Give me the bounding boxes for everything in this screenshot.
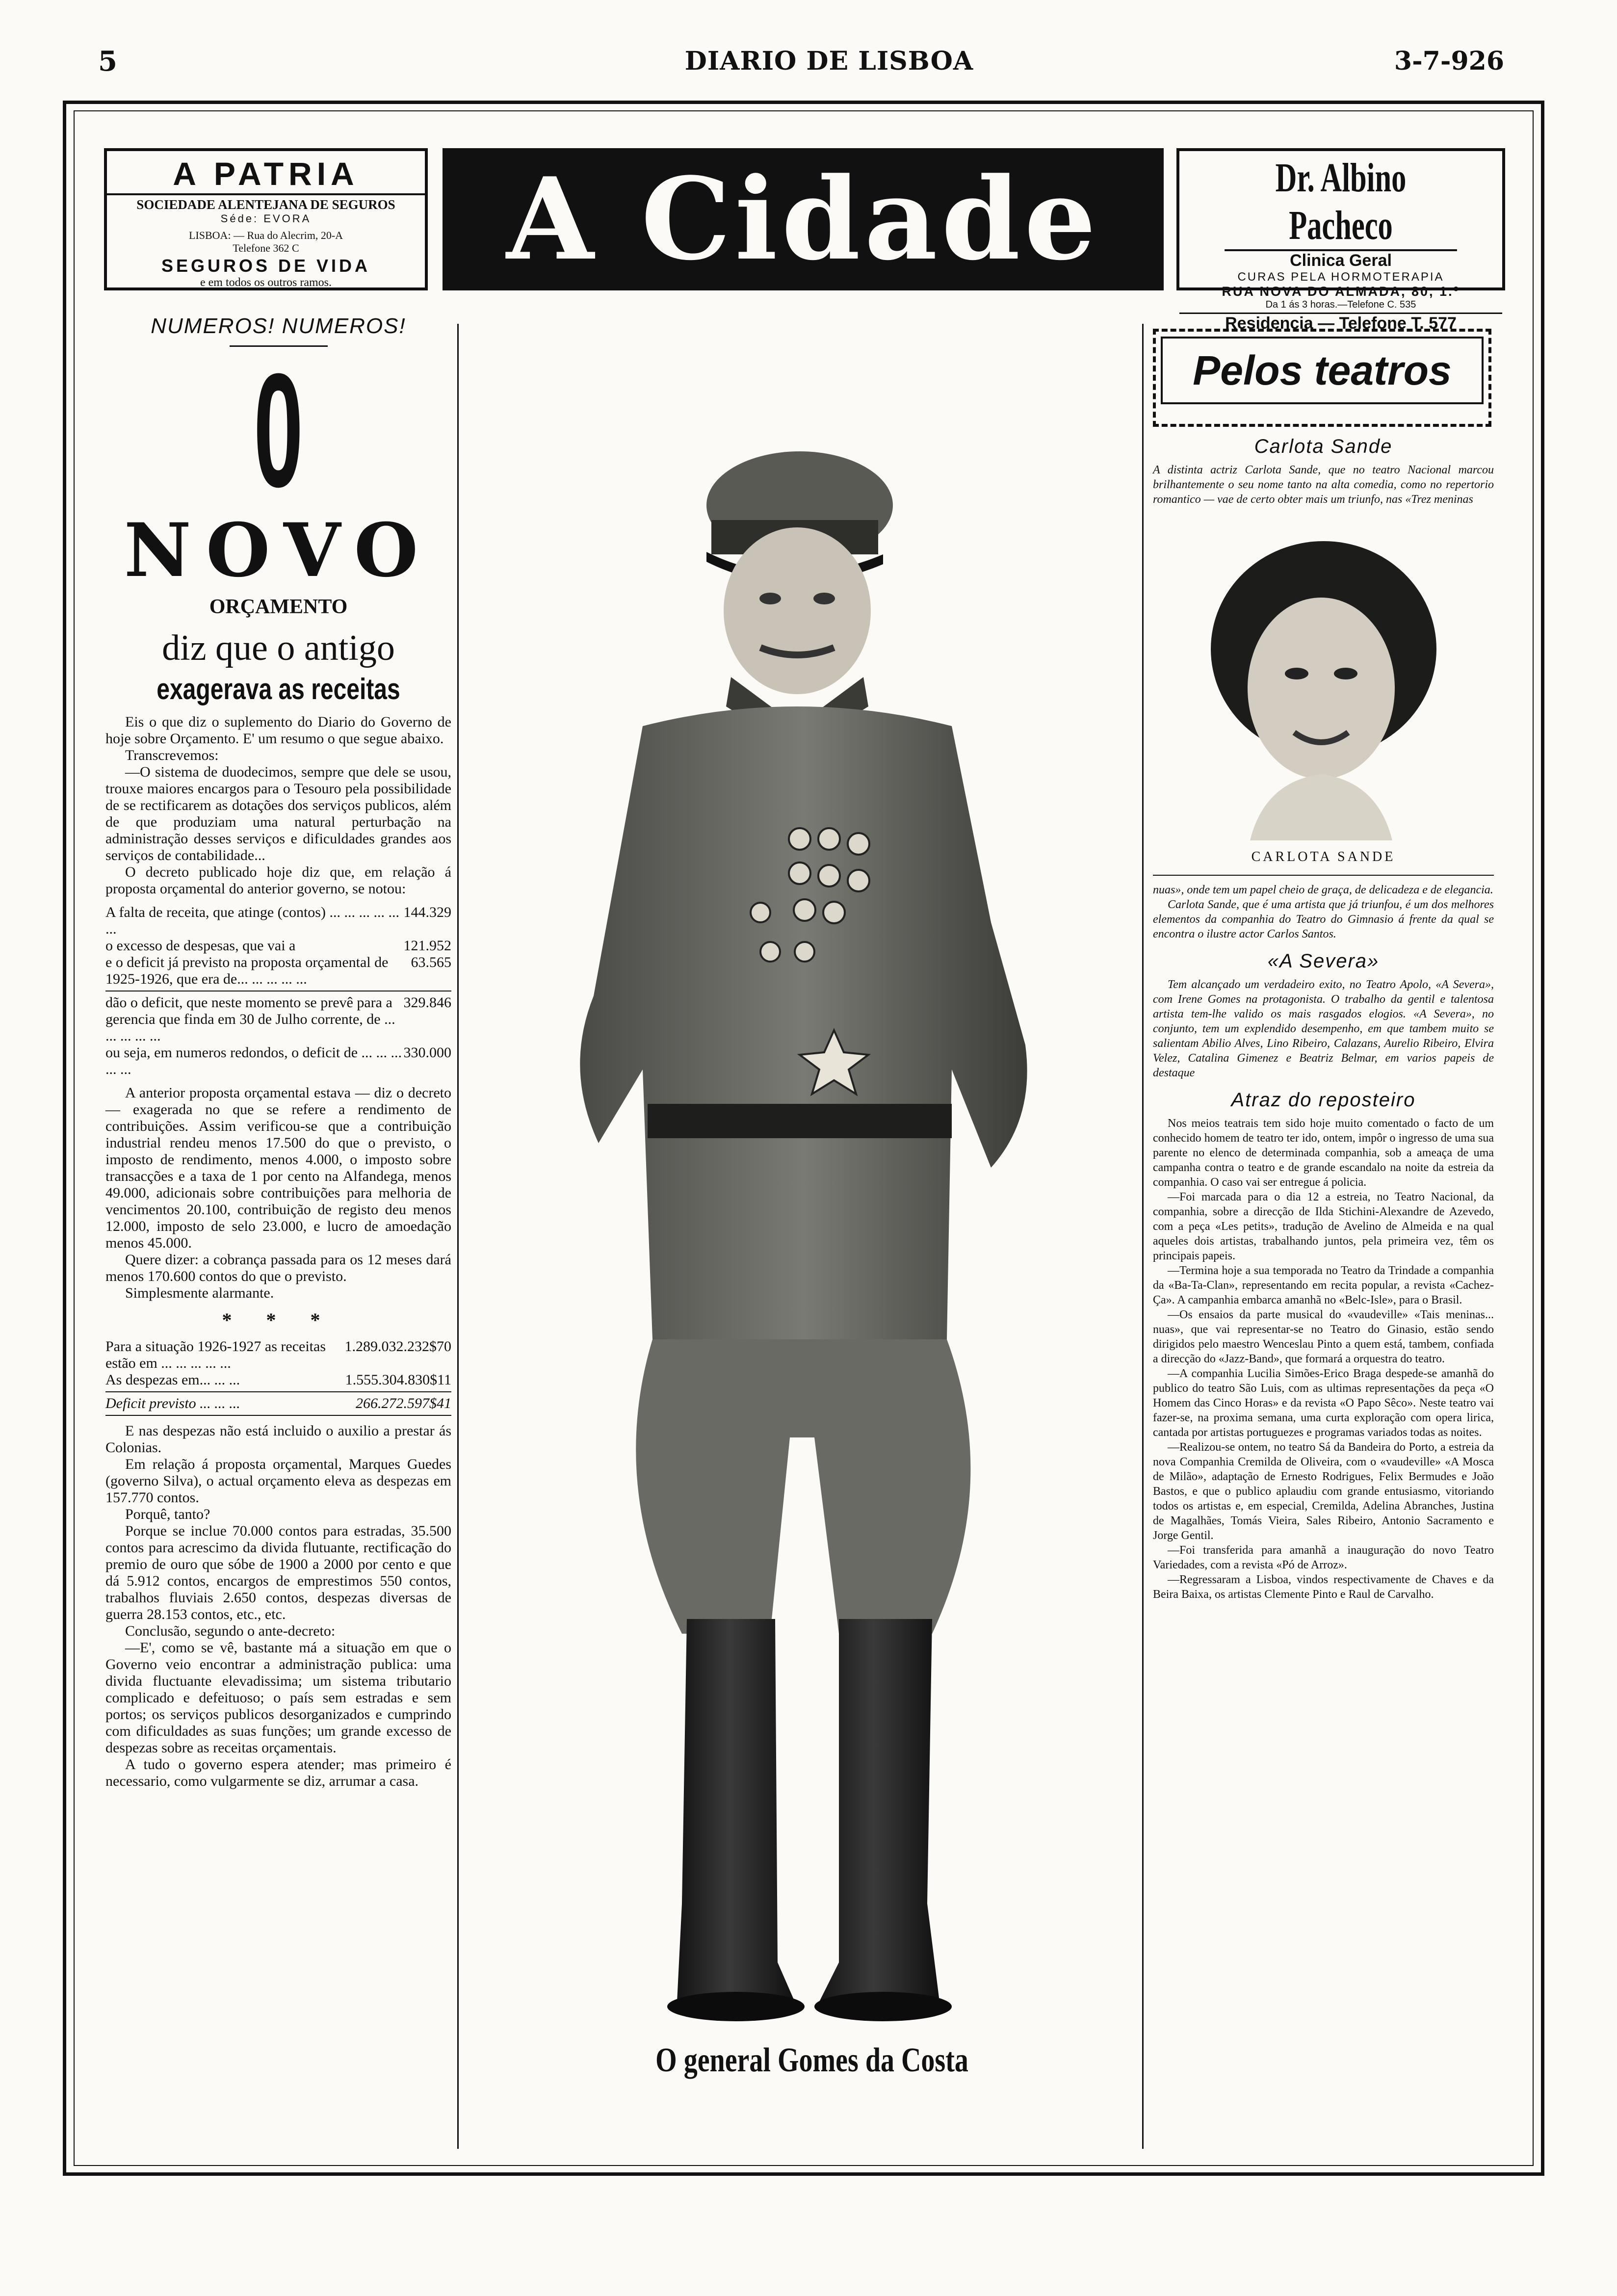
ad-doctor-name: Dr. Albino Pacheco (1225, 154, 1457, 251)
portrait-caption: CARLOTA SANDE (1251, 849, 1396, 864)
ledger-row (105, 904, 451, 938)
ledger-1926-1927 (105, 1338, 451, 1416)
ad-a-patria-line6: e em todos os outros ramos. (200, 276, 332, 289)
issue-date: 3-7-926 (1394, 46, 1504, 76)
article-paragraph: —Foi marcada para o dia 12 a estreia, no Teatro Nacional, da companhia, sobre a direcção de Ilda Stichini-Alexandre de Azevedo, com a peça «Les petits», tradução de Avelino de Almeida e na qual aqueles dois artistas, trabalhando juntos, pela primeira vez, têm os principais papeis. (1153, 1191, 1494, 1262)
article-paragraph: —O sistema de duodecimos, sempre que dele se usou, trouxe maiores encargos para o Tesouro pela possibilidade de se rectificarem as dotações dos serviços publicos, além de que produziam uma natural perturbação na administração desses serviços e dificuldades grandes aos serviços de contabilidade... (105, 764, 451, 863)
theatre-column (1153, 329, 1494, 1602)
deficit-label: Deficit previsto ... ... ... (105, 1395, 240, 1411)
ad-doctor-line3: RUA NOVA DO ALMADA, 80, 1.º (1222, 284, 1460, 299)
newspaper-name: DIARIO DE LISBOA (684, 46, 974, 76)
ad-albino-pacheco (1176, 148, 1505, 333)
ledger-divider (105, 1391, 451, 1392)
headline-diz: diz que o antigo (162, 628, 395, 668)
ledger-value: 63.565 (411, 954, 451, 970)
ad-a-patria-line1: SOCIEDADE ALENTEJANA DE SEGUROS (136, 197, 395, 212)
ledger-divider (105, 1415, 451, 1416)
ad-a-patria-line3: LISBOA: — Rua do Alecrim, 20-A (188, 229, 343, 241)
subhead-carlota-sande: Carlota Sande (1254, 436, 1393, 457)
ledger-label: dão o deficit, que neste momento se prevê para a gerencia que finda em 30 de Julho corrente, de ... ... ... ... ... (105, 994, 395, 1044)
article-paragraph: A tudo o governo espera atender; mas primeiro é necessario, como vulgarmente se diz, arrumar a casa. (105, 1756, 451, 1789)
headline-exagerava: exagerava as receitas (156, 673, 400, 705)
column-rule-right (1142, 324, 1144, 2149)
actress-portrait (1186, 526, 1461, 840)
ledger-label: e o deficit já previsto na proposta orçamental de 1925-1926, que era de... ... ... ... ... (105, 954, 389, 987)
headline-orcamento: ORÇAMENTO (209, 596, 348, 618)
article-paragraph: Eis o que diz o suplemento do Diario do Governo de hoje sobre Orçamento. E' um resumo o que segue abaixo. (105, 714, 451, 747)
page-number: 5 (98, 45, 117, 78)
ledger-row (105, 954, 451, 988)
ledger-value: 1.555.304.830$11 (345, 1372, 451, 1388)
subhead-a-severa: «A Severa» (1267, 950, 1380, 972)
ledger-row (105, 938, 451, 954)
ledger-value: 144.329 (403, 904, 451, 920)
ad-a-patria-line5: SEGUROS DE VIDA (161, 256, 371, 276)
article-paragraph: —Realizou-se ontem, no teatro Sá da Bandeira do Porto, a estreia da nova Companhia Cremilda de Oliveira, com o «vaudeville» «A Mosca de Milão», adaptação de Ernesto Rodrigues, Felix Bermudes e João Bastos, e que o publico aplaudiu com grande entusiasmo, vitoriando todos os artistas e, em especial, Cremilda, Adelina Abranches, Justina de Magalhães, Tomás Vieira, Sales Ribeiro, Antonio Sacramento e Jorge Gentil. (1153, 1441, 1494, 1542)
article-paragraph: Tem alcançado um verdadeiro exito, no Teatro Apolo, «A Severa», com Irene Gomes na protagonista. O trabalho da gentil e talentosa artista tem-lhe valido os mais rasgados elogios. «A Severa», no conjunto, tem um explendido desempenho, em que tambem muito se salientam Abilio Alves, Lino Ribeiro, Calazans, Aurelio Ribeiro, Elvira Velez, Catalina Gimenez e Beatriz Belmar, em varios papeis de destaque (1153, 978, 1494, 1079)
ledger-row (105, 1372, 451, 1388)
article-paragraph: —Os ensaios da parte musical do «vaudeville» «Tais meninas... nuas», que vai representar-se no Teatro do Ginasio, estão sendo dirigidos pelo maestro Wenceslau Pinto a quem está, tambem, confiada a direcção do «Jazz-Band», que formará a orquestra do teatro. (1153, 1308, 1494, 1365)
ledger-row-deficit (105, 1395, 451, 1412)
article-paragraph: —E', como se vê, bastante má a situação em que o Governo veio encontrar a administração publica: uma divida fluctuante elevadissima; um sistema tributario complicado e defeituoso; o país sem estradas e sem portos; os serviços publicos desorganizados e cumprindo com dificuldades as suas funções; um grande excesso de despezas sobre as receitas orçamentais. (105, 1640, 451, 1756)
ledger-value: 329.846 (403, 994, 451, 1011)
article-paragraph: —A companhia Lucilia Simões-Erico Braga despede-se amanhã do publico do teatro São Luis, com as ultimas representações da peça «O Homem das Cinco Horas» e da revista «O Papo Sêco». Neste teatro vai fazer-se, na proxima semana, uma curta exploração com opera lirica, cantada por artistas portuguezes e programas variados todas as noites. (1153, 1367, 1494, 1439)
ad-doctor-line5: Residencia — Telefone T. 577 (1179, 313, 1502, 333)
ad-a-patria-title: A PATRIA (107, 155, 425, 195)
article-paragraph: A distinta actriz Carlota Sande, que no teatro Nacional marcou brilhantemente o seu nome tanto na alta comedia, como no repertorio romantico — vae de certo obter mais um triunfo, nas «Trez meninas (1153, 464, 1494, 506)
article-paragraph: Nos meios teatrais tem sido hoje muito comentado o facto de um conhecido homem de teatro ter ido, ontem, impôr o ingresso de uma sua parente no elenco de determinada companhia, sob a ameaça de uma campanha contra o teatro e de grande escandalo na noite da estreia da companhia. O caso vai ser entregue á policia. (1153, 1117, 1494, 1189)
column-rule-left (457, 324, 459, 2149)
ledger-label: A falta de receita, que atinge (contos) ... ... ... ... ... ... (105, 904, 399, 937)
article-paragraph: Quere dizer: a cobrança passada para os 12 meses dará menos 170.600 contos do que o previsto. (105, 1252, 451, 1284)
ledger-deficit (105, 904, 451, 1078)
article-paragraph: —Foi transferida para amanhã a inauguração do novo Teatro Variedades, com a revista «Pó de Arroz». (1153, 1544, 1494, 1571)
ad-doctor-line4: Da 1 ás 3 horas.—Telefone C. 535 (1265, 299, 1416, 310)
section-header-box (1153, 329, 1491, 427)
headline-zero: 0 (254, 339, 303, 521)
subhead-atraz-do-reposteiro: Atraz do reposteiro (1231, 1089, 1416, 1111)
ledger-label: As despezas em... ... ... (105, 1372, 240, 1388)
article-paragraph: Carlota Sande, que é uma artista que já triunfou, é um dos melhores elementos da companhia do Teatro do Gimnasio á frente da qual se encontra o ilustre actor Carlos Santos. (1153, 898, 1494, 940)
section-stars: * * * (222, 1309, 335, 1331)
ad-doctor-line2: CURAS PELA HORMOTERAPIA (1237, 270, 1444, 284)
article-paragraph: Conclusão, segundo o ante-decreto: (125, 1623, 336, 1639)
article-paragraph: Porque se inclue 70.000 contos para estradas, 35.500 contos para acrescimo da divida flutuante, rectificação do premio de ouro que sóbe de 1900 a 2000 por cento e que dá 5.912 contos, encargos de emprestimos 550 contos, trabalhos fluviais 2.650 contos, despezas diversas de guerra 28.153 contos, etc., etc. (105, 1523, 451, 1622)
ledger-value: 121.952 (403, 938, 451, 954)
standing-officer-illustration (496, 432, 1128, 2046)
ledger-value: 1.289.032.232$70 (344, 1338, 451, 1355)
budget-article (105, 314, 451, 1790)
article-paragraph: E nas despezas não está incluido o auxilio a prestar ás Colonias. (105, 1423, 451, 1456)
headline-novo: NOVO (124, 507, 433, 594)
ad-a-patria (104, 148, 428, 290)
ledger-value: 330.000 (403, 1044, 451, 1061)
ledger-row (105, 994, 451, 1044)
article-paragraph: O decreto publicado hoje diz que, em relação á proposta orçamental do anterior governo, se notou: (105, 864, 451, 897)
ledger-row (105, 1044, 451, 1078)
article-paragraph: —Termina hoje a sua temporada no Teatro da Trindade a companhia da «Ba-Ta-Clan», representando em recita popular, a revista «Cachez-Ça». A campanhia embarca amanhã no «Belc-Isle», para o Brasil. (1153, 1264, 1494, 1306)
ad-a-patria-line2: Séde: EVORA (220, 212, 312, 225)
section-masthead: A Cidade (443, 148, 1164, 290)
article-paragraph: Porquê, tanto? (125, 1506, 210, 1522)
ledger-label: ou seja, em numeros redondos, o deficit de ... ... ... ... ... (105, 1044, 402, 1077)
ledger-row (105, 1338, 451, 1372)
ledger-label: Para a situação 1926-1927 as receitas estão em ... ... ... ... ... (105, 1338, 326, 1371)
article-paragraph: nuas», onde tem um papel cheio de graça, de delicadeza e de elegancia. (1153, 884, 1493, 896)
general-photo (496, 432, 1128, 2046)
article-paragraph: Simplesmente alarmante. (125, 1285, 274, 1301)
article-kicker: NUMEROS! NUMEROS! (151, 314, 406, 338)
section-title: Pelos teatros (1161, 337, 1484, 404)
deficit-value: 266.272.597$41 (356, 1395, 451, 1411)
article-paragraph: Em relação á proposta orçamental, Marques Guedes (governo Silva), o actual orçamento eleva as despezas em 157.770 contos. (105, 1456, 451, 1506)
photo-caption: O general Gomes da Costa (655, 2041, 968, 2079)
ad-doctor-line1: Clinica Geral (1290, 251, 1392, 270)
divider (1153, 875, 1494, 876)
article-paragraph: Transcrevemos: (125, 747, 219, 763)
article-paragraph: A anterior proposta orçamental estava — diz o decreto — exagerada no que se refere a rendimento de contribuições. Assim verificou-se que a contribuição industrial rendeu menos 17.500 do que o previsto, o imposto de rendimento, menos 4.000, o imposto sobre transacções e a taxa de 1 por cento na Alfandega, menos 49.000, adicionais sobre contribuições para melhoria de vencimentos 20.100, contribuição de registo deu menos 12.000, imposto de selo 23.000, e lucro de amoedação menos 45.000. (105, 1085, 451, 1251)
ad-a-patria-line4: Telefone 362 C (233, 242, 299, 254)
article-paragraph: —Regressaram a Lisboa, vindos respectivamente de Chaves e da Beira Baixa, os artistas Clemente Pinto e Raul de Carvalho. (1153, 1573, 1494, 1601)
ledger-label: o excesso de despesas, que vai a (105, 938, 296, 954)
